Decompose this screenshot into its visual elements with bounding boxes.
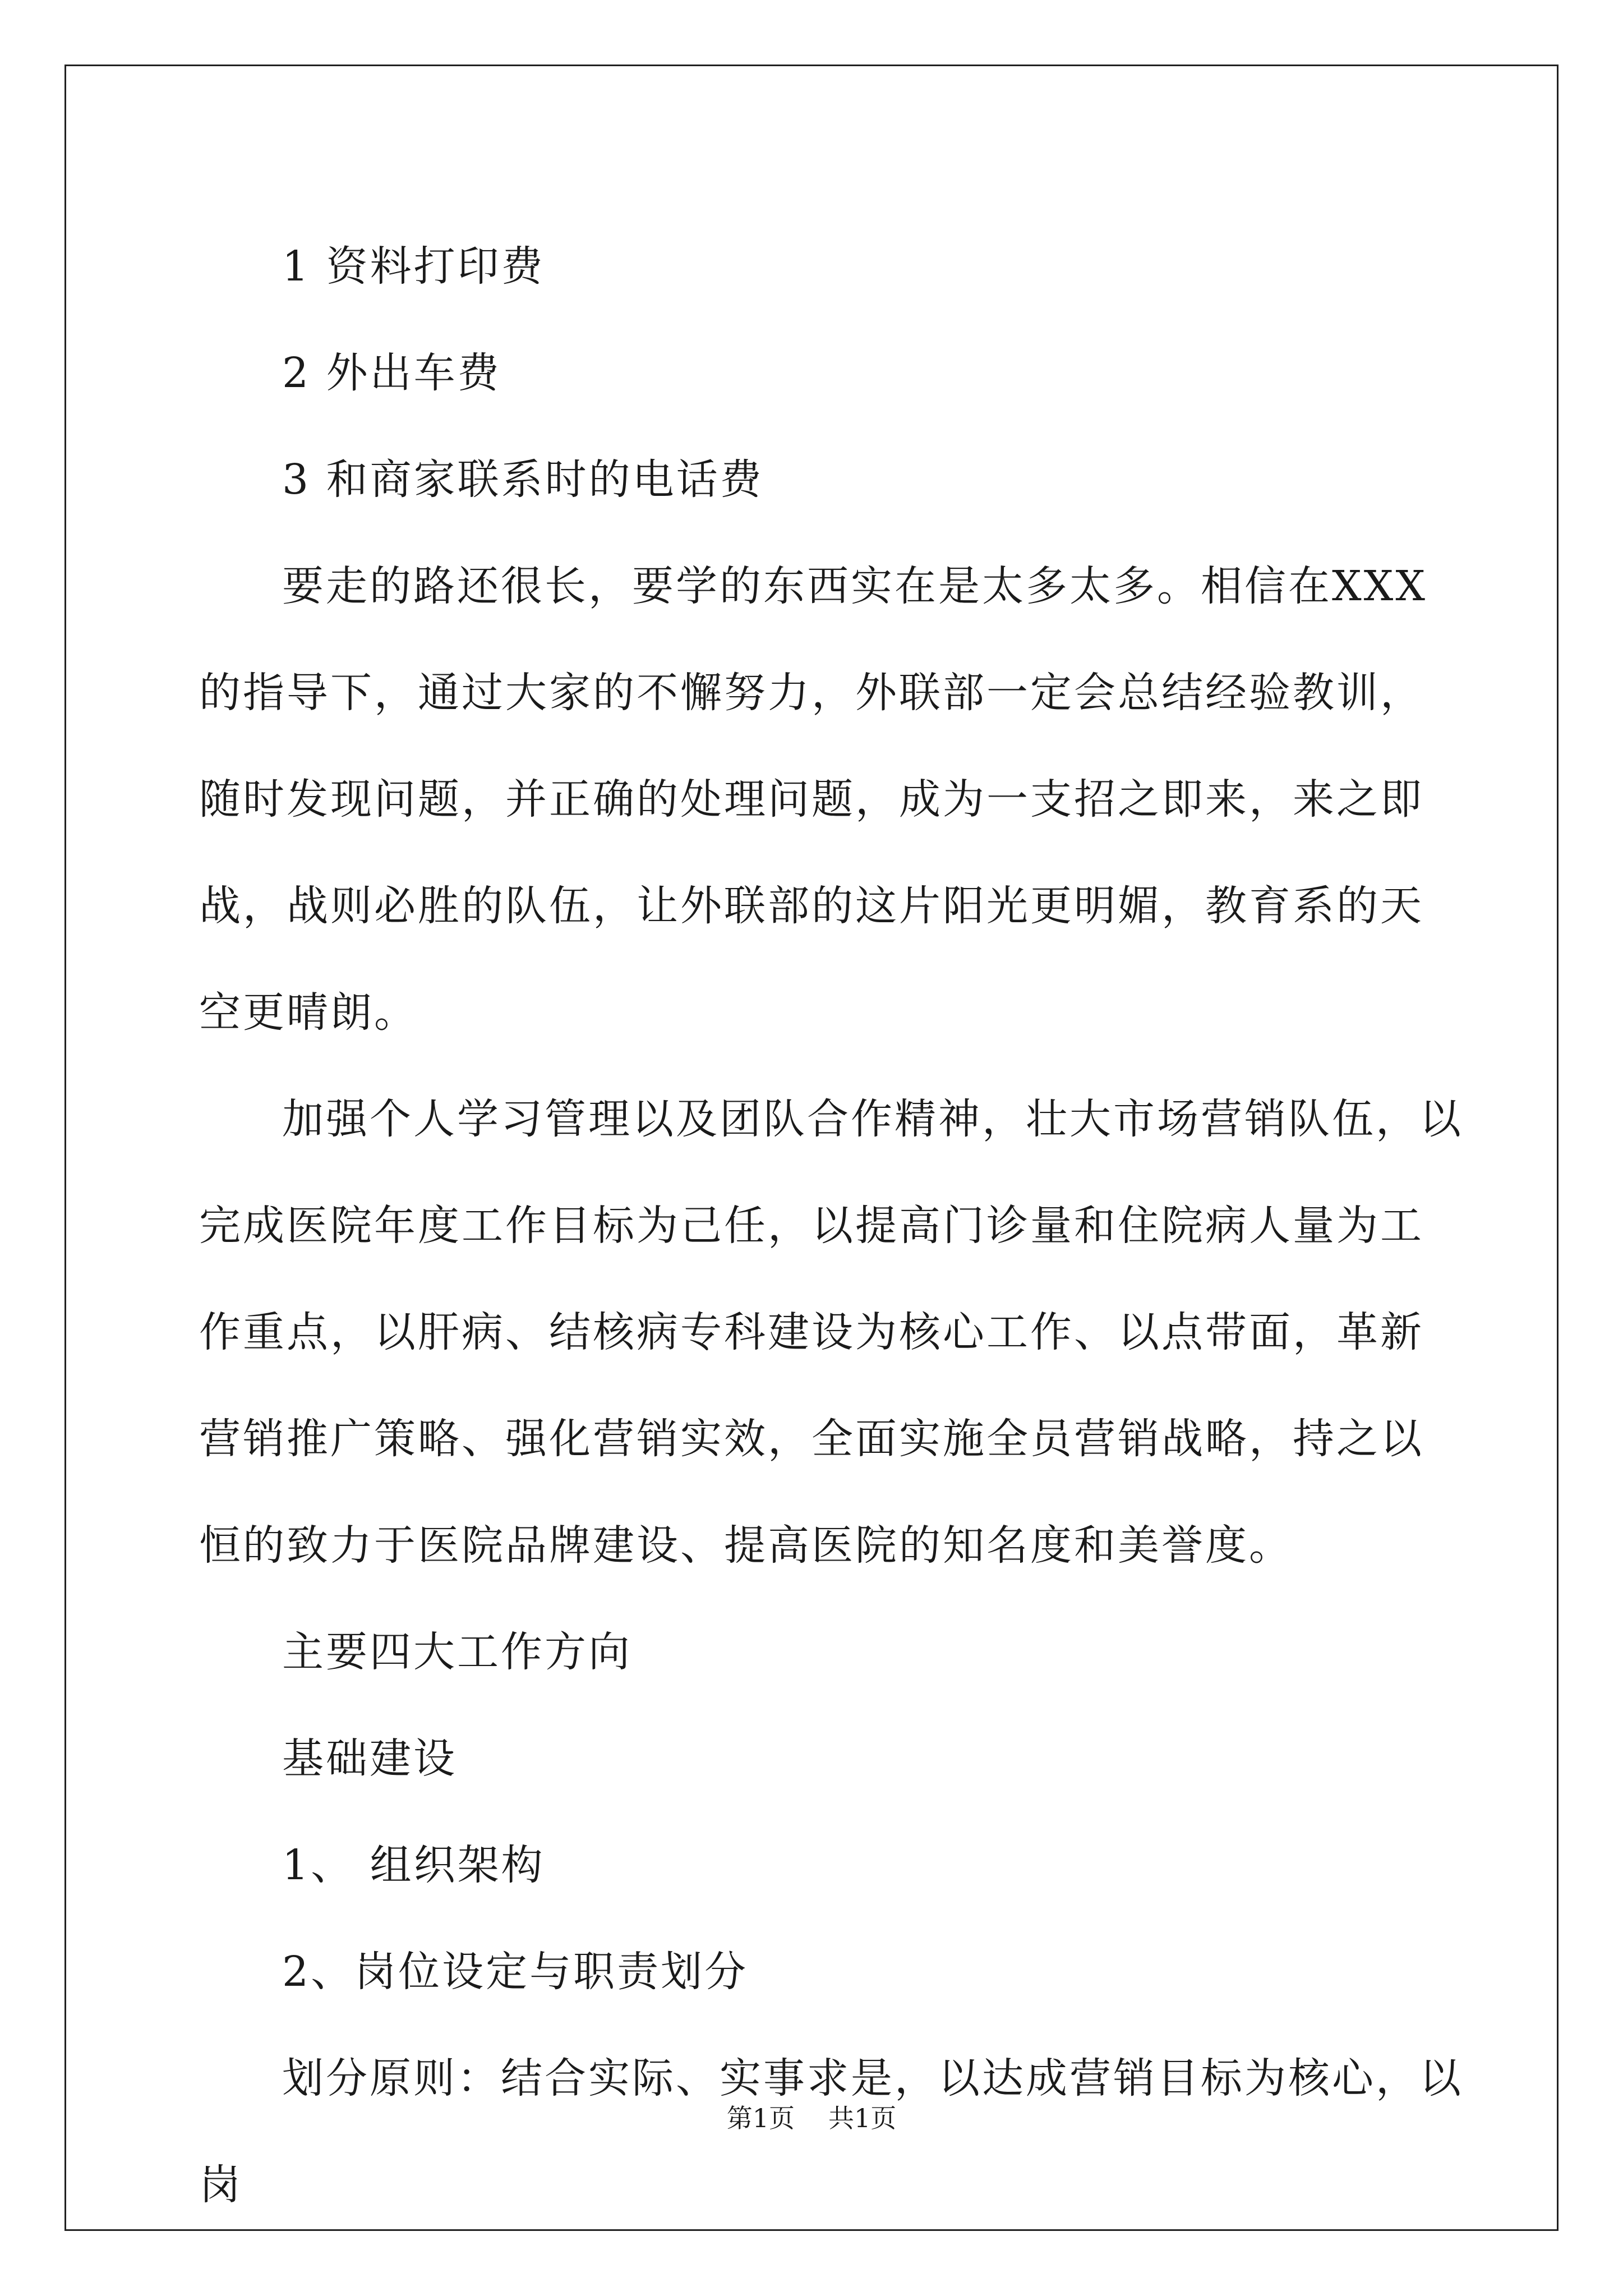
page-footer (0, 2098, 1623, 2135)
paragraph-1: 1 资料打印费 (282, 242, 545, 291)
page-total: 共1页 (828, 2103, 897, 2133)
paragraph-10: 划分原则：结合实际、实事求是，以达成营销目标为核心，以岗 (199, 2054, 1463, 2209)
paragraph-9: 2、岗位设定与职责划分 (282, 1948, 749, 1996)
paragraph-3: 3 和商家联系时的电话费 (282, 455, 764, 504)
document-body (199, 213, 1467, 2238)
paragraph-6: 主要四大工作方向 (282, 1628, 632, 1676)
paragraph-7: 基础建设 (282, 1734, 457, 1783)
paragraph-4: 要走的路还很长，要学的东西实在是太多太多。相信在XXX的指导下，通过大家的不懈努力，外联部一定会总结经验教训，随时发现问题，并正确的处理问题，成为一支招之即来，来之即战，战则必胜的队伍，让外联部的这片阳光更明媚，教育系的天空更晴朗。 (199, 562, 1428, 1037)
paragraph-2: 2 外出车费 (282, 349, 501, 397)
paragraph-8: 1、 组织架构 (282, 1841, 545, 1889)
page-number: 第1页 (726, 2103, 795, 2133)
paragraph-5: 加强个人学习管理以及团队合作精神，壮大市场营销队伍，以完成医院年度工作目标为己任，以提高门诊量和住院病人量为工作重点，以肝病、结核病专科建设为核心工作、以点带面，革新营销推广策略、强化营销实效，全面实施全员营销战略，持之以恒的致力于医院品牌建设、提高医院的知名度和美誉度。 (199, 1095, 1463, 1570)
